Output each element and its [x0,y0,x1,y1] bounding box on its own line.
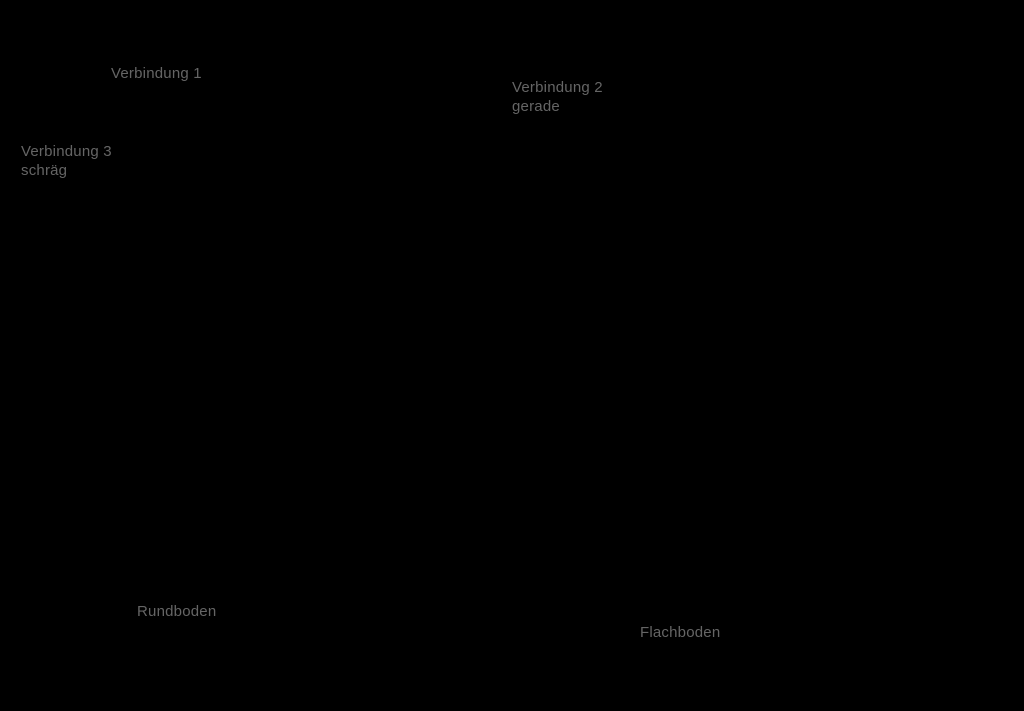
label-verbindung-2-line-2: gerade [512,97,560,115]
label-verbindung-2-line-1: Verbindung 2 [512,79,603,96]
label-verbindung-1-text: Verbindung 1 [111,65,202,82]
label-verbindung-3-line-1: Verbindung 3 [21,143,112,160]
label-verbindung-2-gerade [512,79,603,116]
label-flachboden-text: Flachboden [640,624,721,641]
label-rundboden-text: Rundboden [137,603,217,620]
label-rundboden [137,603,216,622]
label-verbindung-3-schraeg [21,143,112,180]
label-verbindung-1 [111,65,202,84]
label-flachboden [640,624,720,643]
label-verbindung-3-line-2: schräg [21,161,68,179]
